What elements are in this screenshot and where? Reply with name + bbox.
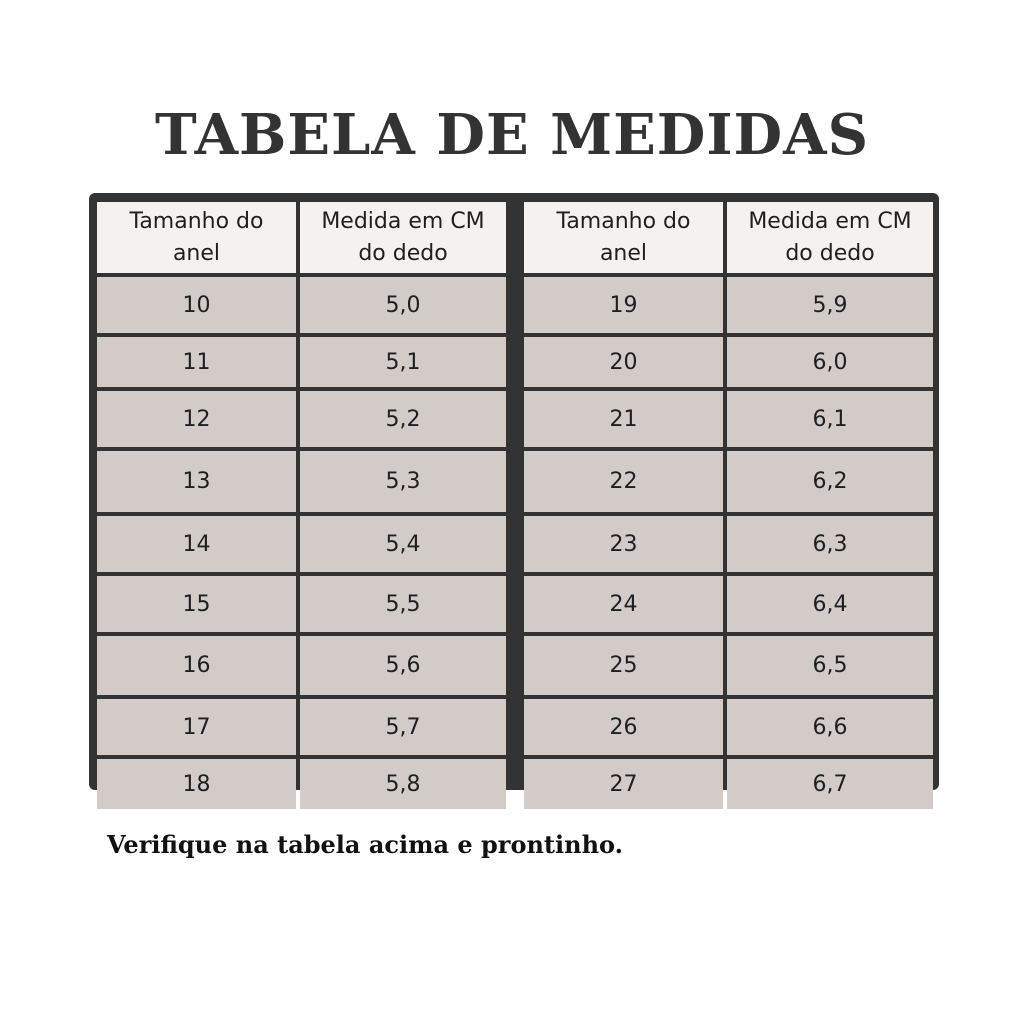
cell-ring-size: 27 <box>524 759 723 809</box>
cell-finger-cm: 6,6 <box>727 699 933 755</box>
cell-finger-cm: 5,1 <box>300 337 506 387</box>
cell-finger-cm: 6,1 <box>727 391 933 447</box>
cell-finger-cm: 6,0 <box>727 337 933 387</box>
cell-ring-size: 16 <box>97 636 296 695</box>
cell-finger-cm: 6,5 <box>727 636 933 695</box>
header-ring-size: Tamanho do anel <box>524 202 723 273</box>
cell-ring-size: 23 <box>524 516 723 572</box>
cell-finger-cm: 6,7 <box>727 759 933 809</box>
cell-ring-size: 21 <box>524 391 723 447</box>
cell-ring-size: 24 <box>524 576 723 632</box>
cell-finger-cm: 5,3 <box>300 451 506 512</box>
cell-ring-size: 20 <box>524 337 723 387</box>
cell-ring-size: 25 <box>524 636 723 695</box>
cell-ring-size: 15 <box>97 576 296 632</box>
cell-ring-size: 19 <box>524 277 723 333</box>
cell-finger-cm: 5,2 <box>300 391 506 447</box>
header-finger-cm: Medida em CM do dedo <box>300 202 506 273</box>
cell-ring-size: 18 <box>97 759 296 809</box>
cell-finger-cm: 5,8 <box>300 759 506 809</box>
cell-finger-cm: 5,5 <box>300 576 506 632</box>
cell-ring-size: 17 <box>97 699 296 755</box>
header-ring-size: Tamanho do anel <box>97 202 296 273</box>
cell-finger-cm: 6,4 <box>727 576 933 632</box>
size-table <box>89 193 939 797</box>
cell-ring-size: 26 <box>524 699 723 755</box>
cell-ring-size: 22 <box>524 451 723 512</box>
page-title: TABELA DE MEDIDAS <box>154 102 870 168</box>
cell-finger-cm: 5,7 <box>300 699 506 755</box>
cell-ring-size: 12 <box>97 391 296 447</box>
cell-finger-cm: 6,3 <box>727 516 933 572</box>
header-finger-cm: Medida em CM do dedo <box>727 202 933 273</box>
cell-ring-size: 14 <box>97 516 296 572</box>
size-table-right <box>524 202 933 809</box>
cell-finger-cm: 5,0 <box>300 277 506 333</box>
footer-note: Verifique na tabela acima e prontinho. <box>107 830 623 859</box>
cell-finger-cm: 5,6 <box>300 636 506 695</box>
cell-finger-cm: 5,4 <box>300 516 506 572</box>
cell-ring-size: 13 <box>97 451 296 512</box>
cell-ring-size: 10 <box>97 277 296 333</box>
cell-finger-cm: 5,9 <box>727 277 933 333</box>
size-table-left <box>97 202 506 809</box>
cell-ring-size: 11 <box>97 337 296 387</box>
cell-finger-cm: 6,2 <box>727 451 933 512</box>
